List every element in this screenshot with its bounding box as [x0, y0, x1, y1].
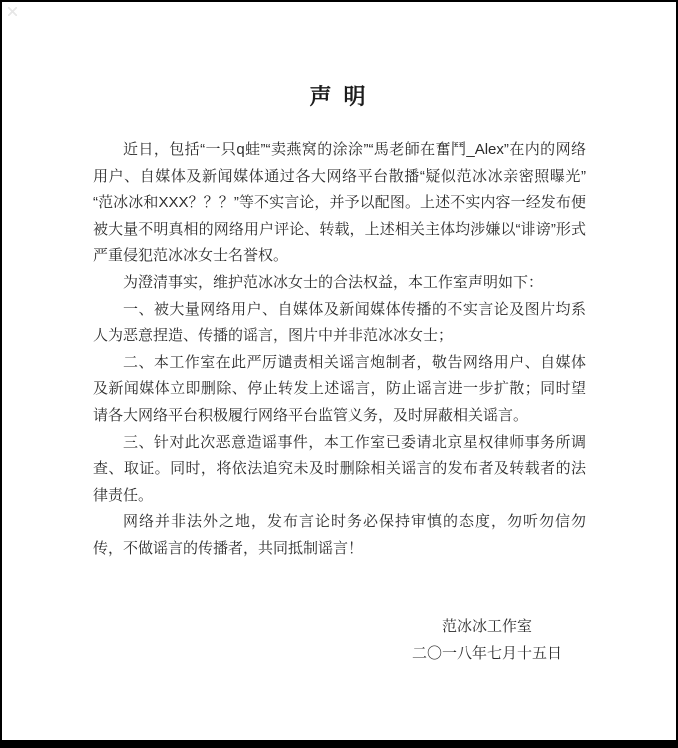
statement-paragraph: 一、被大量网络用户、自媒体及新闻媒体传播的不实言论及图片均系人为恶意捏造、传播的谣言，图片中并非范冰冰女士；: [93, 300, 586, 345]
statement-paragraph: 为澄清事实，维护范冰冰女士的合法权益，本工作室声明如下：: [123, 273, 544, 291]
signature-name: 范冰冰工作室: [441, 618, 532, 635]
signature-date: 二〇一八年七月十五日: [411, 644, 562, 662]
statement-body: [93, 137, 586, 563]
signature-block: [356, 614, 618, 667]
document-title: 声 明: [309, 84, 369, 109]
scan-artifact: [8, 7, 17, 16]
statement-paragraph: 近日，包括“一只q蛙”“卖燕窝的涂涂”“馬老師在奮鬥_Alex”在内的网络用户、自媒体及新闻媒体通过各大网络平台散播“疑似范冰冰亲密照曝光”“范冰冰和XXX？？？”等不实言论，并予以配图。上述不实内容一经发布便被大量不明真相的网络用户评论、转载，上述相关主体均涉嫌以“诽谤”形式严重侵犯范冰冰女士名誉权。: [93, 141, 586, 265]
statement-paragraph: 三、针对此次恶意造谣事件，本工作室已委请北京星权律师事务所调查、取证。同时，将依法追究未及时删除相关谣言的发布者及转载者的法律责任。: [93, 433, 586, 504]
statement-paragraph: 网络并非法外之地，发布言论时务必保持审慎的态度，勿听勿信勿传，不做谣言的传播者，共同抵制谣言！: [93, 513, 586, 557]
statement-paragraph: 二、本工作室在此严厉谴责相关谣言炮制者，敬告网络用户、自媒体及新闻媒体立即删除、停止转发上述谣言，防止谣言进一步扩散；同时望请各大网络平台积极履行网络平台监管义务，及时屏蔽相关谣言。: [93, 353, 586, 424]
